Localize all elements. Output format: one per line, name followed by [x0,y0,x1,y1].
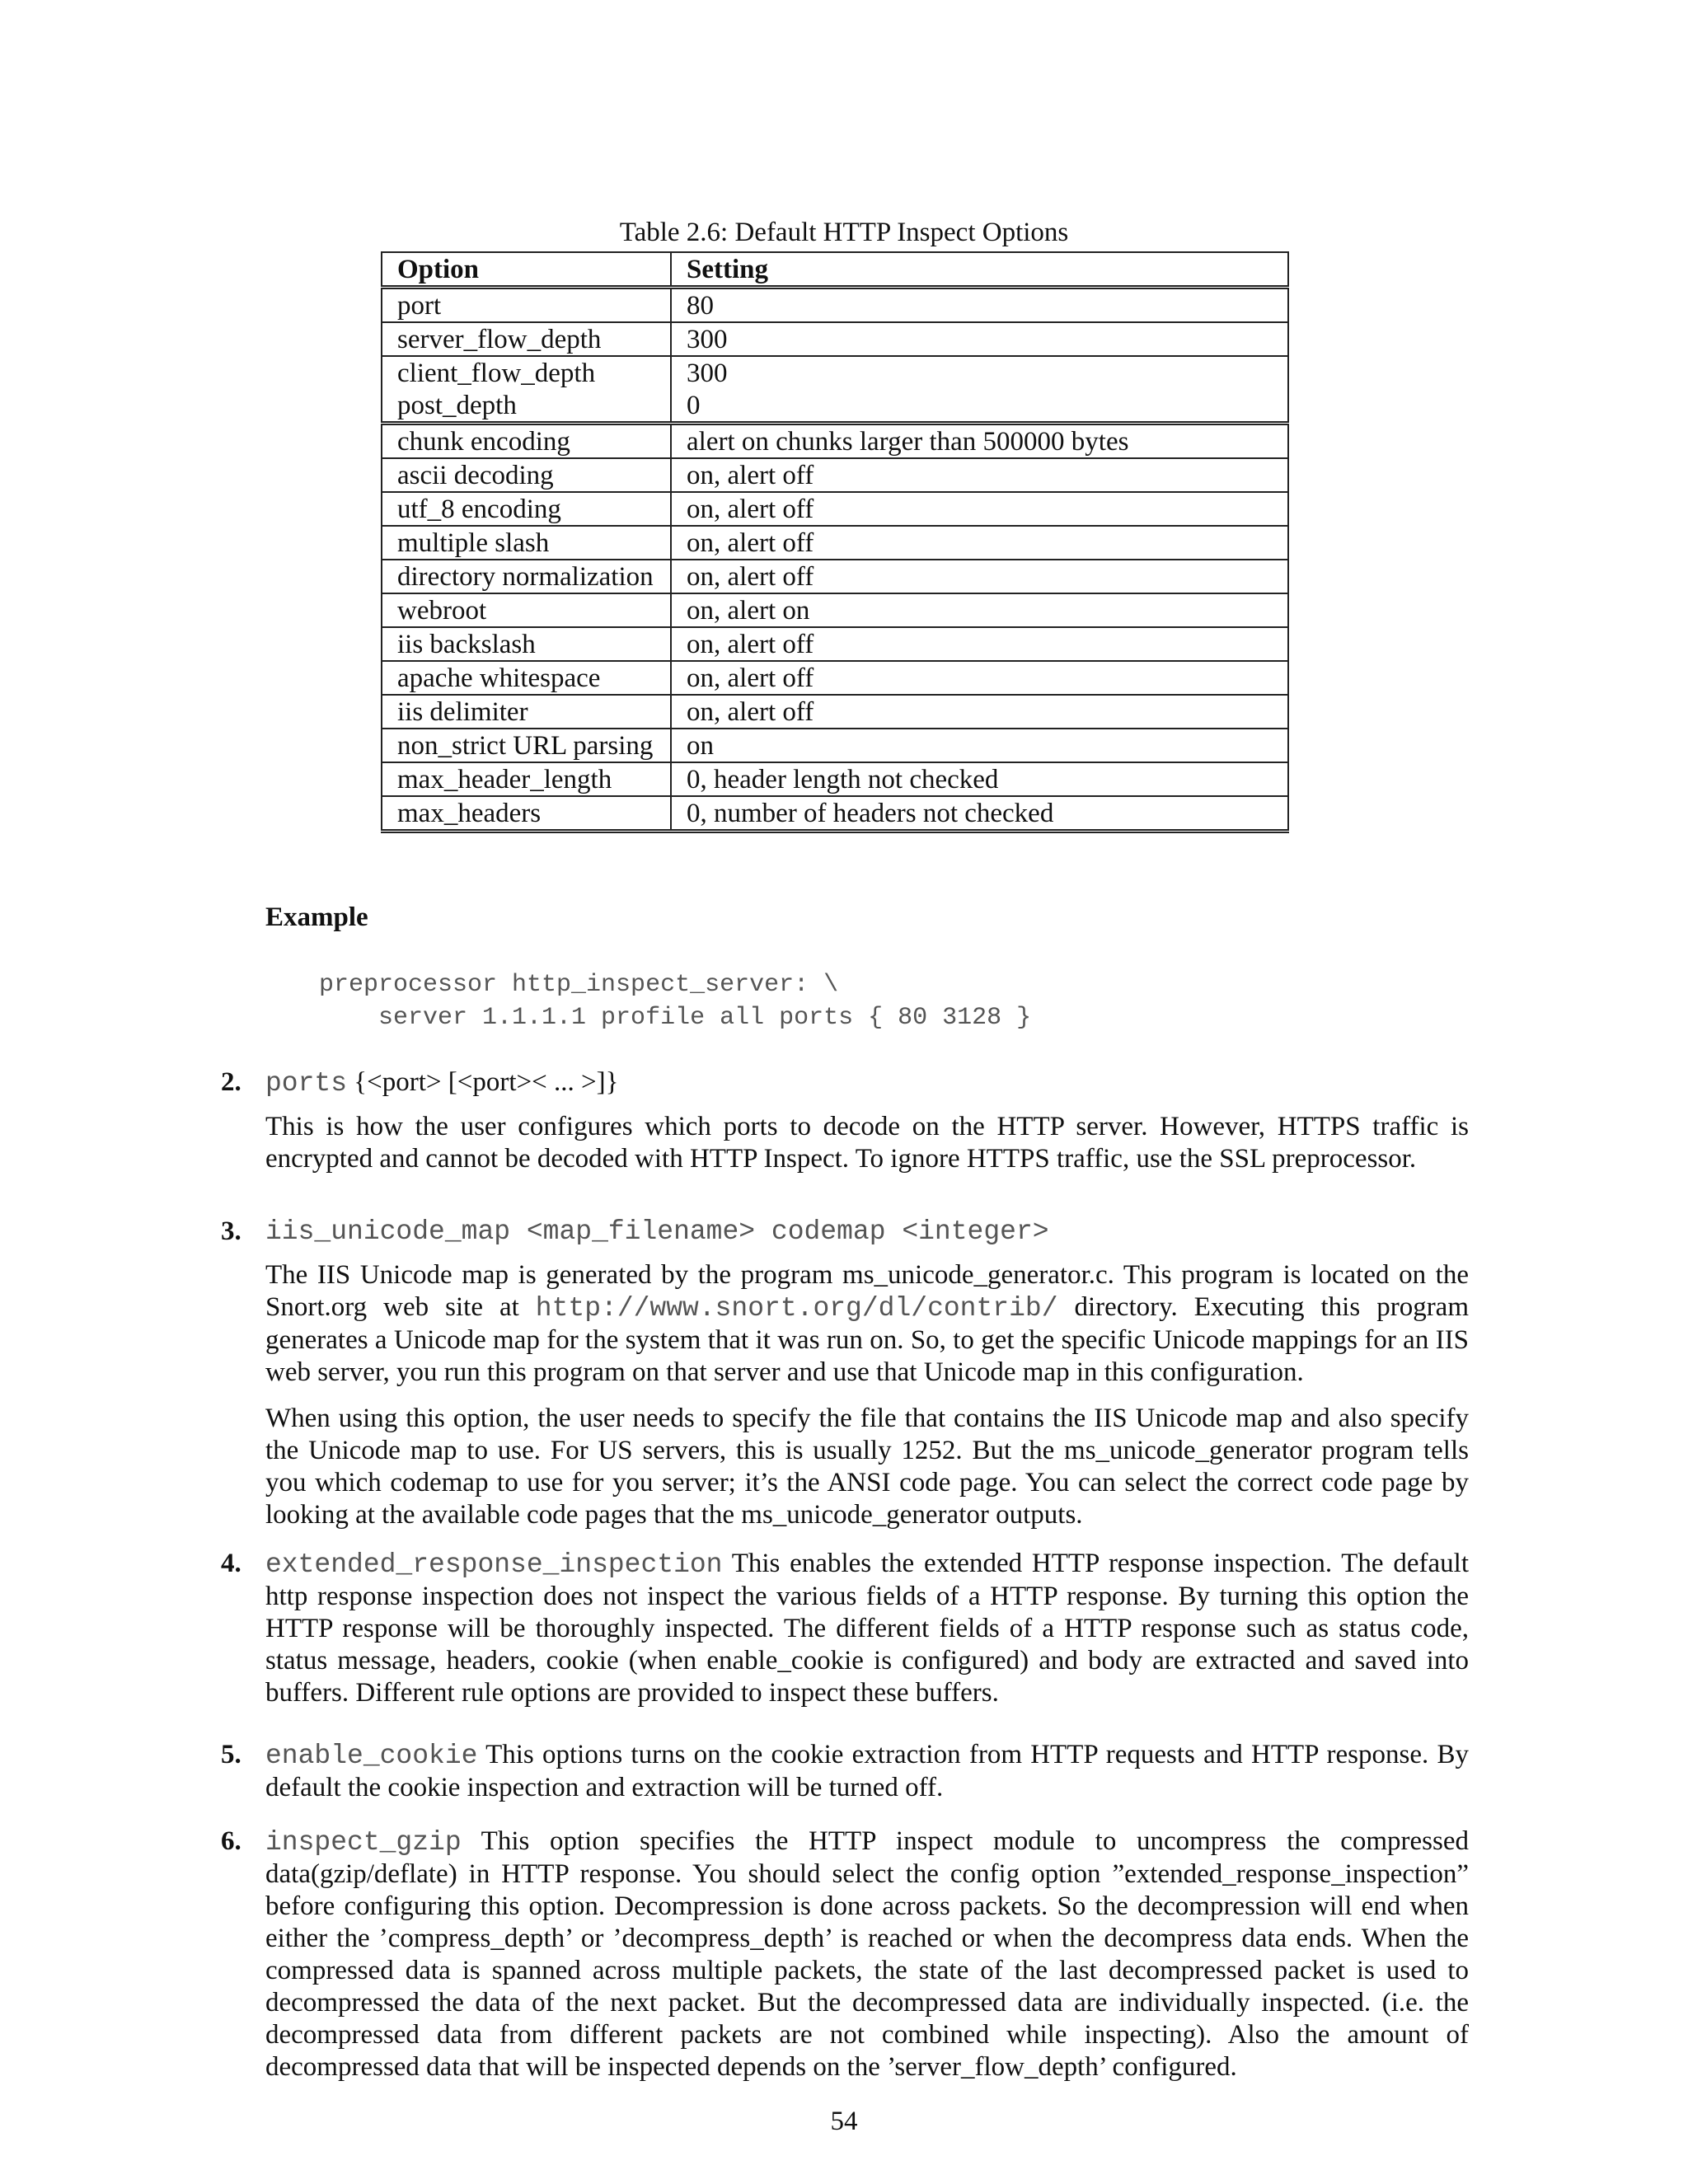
option-cell: iis backslash [382,627,671,661]
setting-cell: 0, header length not checked [671,762,1288,796]
item-title: iis_unicode_map <map_filename> codemap <integer> [265,1216,1049,1247]
item-number: 2. [221,1067,241,1097]
paragraph-text: This options turns on the cookie extraction from HTTP requests and HTTP response. By default the cookie inspection and extraction will be turned off. [265,1740,1469,1802]
table-row [382,661,1288,695]
column-header-setting: Setting [671,252,1288,288]
item-paragraph [265,1739,1469,1804]
setting-cell: 0 [671,389,1288,424]
item-title [265,1066,1469,1099]
item-paragraph: When using this option, the user needs to specify the file that contains the IIS Unicode map and also specify the Unicode map to use. For US servers, this is usually 1252. But the ms_unicode_generator program tells you which codemap to use for you server; it’s the ANSI code page. You can select the correct code page by looking at the available code pages that the ms_unicode_generator outputs. [265,1404,1469,1530]
page-number: 54 [830,2107,858,2136]
item-body [265,1825,1469,2097]
setting-cell: on, alert off [671,492,1288,526]
option-cell: port [382,288,671,323]
item-paragraph [265,1548,1469,1709]
table-row [382,526,1288,560]
option-cell: non_strict URL parsing [382,729,671,762]
table-row [382,458,1288,492]
column-header-option: Option [382,252,671,288]
setting-cell: on, alert off [671,627,1288,661]
item-number: 3. [221,1216,241,1246]
item-title-rest: {<port> [<port>< ... >]} [347,1067,619,1097]
table-row [382,492,1288,526]
item-paragraph: This is how the user configures which ports to decode on the HTTP server. However, HTTPS traffic is encrypted and cannot be decoded with HTTP Inspect. To ignore HTTPS traffic, use the SSL preprocessor. [265,1112,1469,1174]
table-row [382,695,1288,729]
option-cell: max_header_length [382,762,671,796]
option-cell: chunk encoding [382,424,671,459]
example-code-block: preprocessor http_inspect_server: \ server 1.1.1.1 profile all ports { 80 3128 } [319,971,1032,1032]
option-code: ports [265,1068,348,1099]
option-cell: utf_8 encoding [382,492,671,526]
option-cell: directory normalization [382,560,671,593]
setting-cell: on, alert off [671,695,1288,729]
table-row [382,729,1288,762]
table-row [382,389,1288,424]
option-cell: webroot [382,593,671,627]
item-number: 5. [221,1740,241,1769]
table-caption: Table 2.6: Default HTTP Inspect Options [619,218,1069,247]
setting-cell: on, alert off [671,526,1288,560]
item-number: 4. [221,1549,241,1578]
item-body [265,1066,1469,1189]
item-paragraph [265,1825,1469,2083]
options-table [381,251,1289,833]
setting-cell: alert on chunks larger than 500000 bytes [671,424,1288,459]
option-cell: post_depth [382,389,671,424]
table-row [382,627,1288,661]
table-header-row [382,252,1288,288]
option-cell: client_flow_depth [382,356,671,389]
setting-cell: 80 [671,288,1288,323]
table-row [382,762,1288,796]
table-row [382,322,1288,356]
table-row [382,796,1288,832]
item-body [265,1216,1469,1545]
setting-cell: on, alert on [671,593,1288,627]
setting-cell: 300 [671,322,1288,356]
option-code: extended_response_inspection [265,1549,723,1580]
item-body [265,1548,1469,1723]
item-number: 6. [221,1826,241,1856]
option-cell: iis delimiter [382,695,671,729]
setting-cell: on, alert off [671,661,1288,695]
option-cell: ascii decoding [382,458,671,492]
setting-cell: 300 [671,356,1288,389]
table-row [382,560,1288,593]
setting-cell: on, alert off [671,560,1288,593]
option-cell: max_headers [382,796,671,832]
setting-cell: on [671,729,1288,762]
paragraph-text: directory. Executing this program generates a Unicode map for the system that it was run on. So, to get the specific Unicode mappings for an IIS web server, you run this program on that server and use that Unicode map in this configuration. [265,1292,1469,1387]
table-row [382,288,1288,323]
option-code: enable_cookie [265,1741,478,1771]
setting-cell: 0, number of headers not checked [671,796,1288,832]
example-heading: Example [265,902,368,932]
table-row [382,356,1288,389]
option-cell: multiple slash [382,526,671,560]
paragraph-text: This option specifies the HTTP inspect module to uncompress the compressed data(gzip/deflate) in HTTP response. You should select the config option ”extended_response_inspection” before configuring this option. Decompression is done across packets. So the decompression will end when either the ’compress_depth’ or ’decompress_depth’ is reached or when the decompress data ends. When the compressed data is spanned across multiple packets, the state of the last decompressed packet is used to decompressed the data of the next packet. But the decompressed data are individually inspected. (i.e. the decompressed data from different packets are not combined while inspecting). Also the amount of decompressed data that will be inspected depends on the ’server_flow_depth’ configured. [265,1826,1469,2082]
paragraph-text: The IIS Unicode map is generated by the program ms_unicode_generator.c. This program is located on the Snort.org web site at [265,1260,1469,1322]
option-code: inspect_gzip [265,1827,462,1858]
option-cell: apache whitespace [382,661,671,695]
table-row [382,593,1288,627]
table-row [382,424,1288,459]
item-paragraph [265,1259,1469,1389]
item-body [265,1739,1469,1818]
contrib-url-link[interactable]: http://www.snort.org/dl/contrib/ [535,1293,1058,1324]
option-cell: server_flow_depth [382,322,671,356]
setting-cell: on, alert off [671,458,1288,492]
paragraph-text: This enables the extended HTTP response inspection. The default http response inspection does not inspect the various fields of a HTTP response. By turning this option the HTTP response will be thoroughly inspected. The different fields of a HTTP response such as status code, status message, headers, cookie (when enable_cookie is configured) and body are extracted and saved into buffers. Different rule options are provided to inspect these buffers. [265,1549,1469,1708]
